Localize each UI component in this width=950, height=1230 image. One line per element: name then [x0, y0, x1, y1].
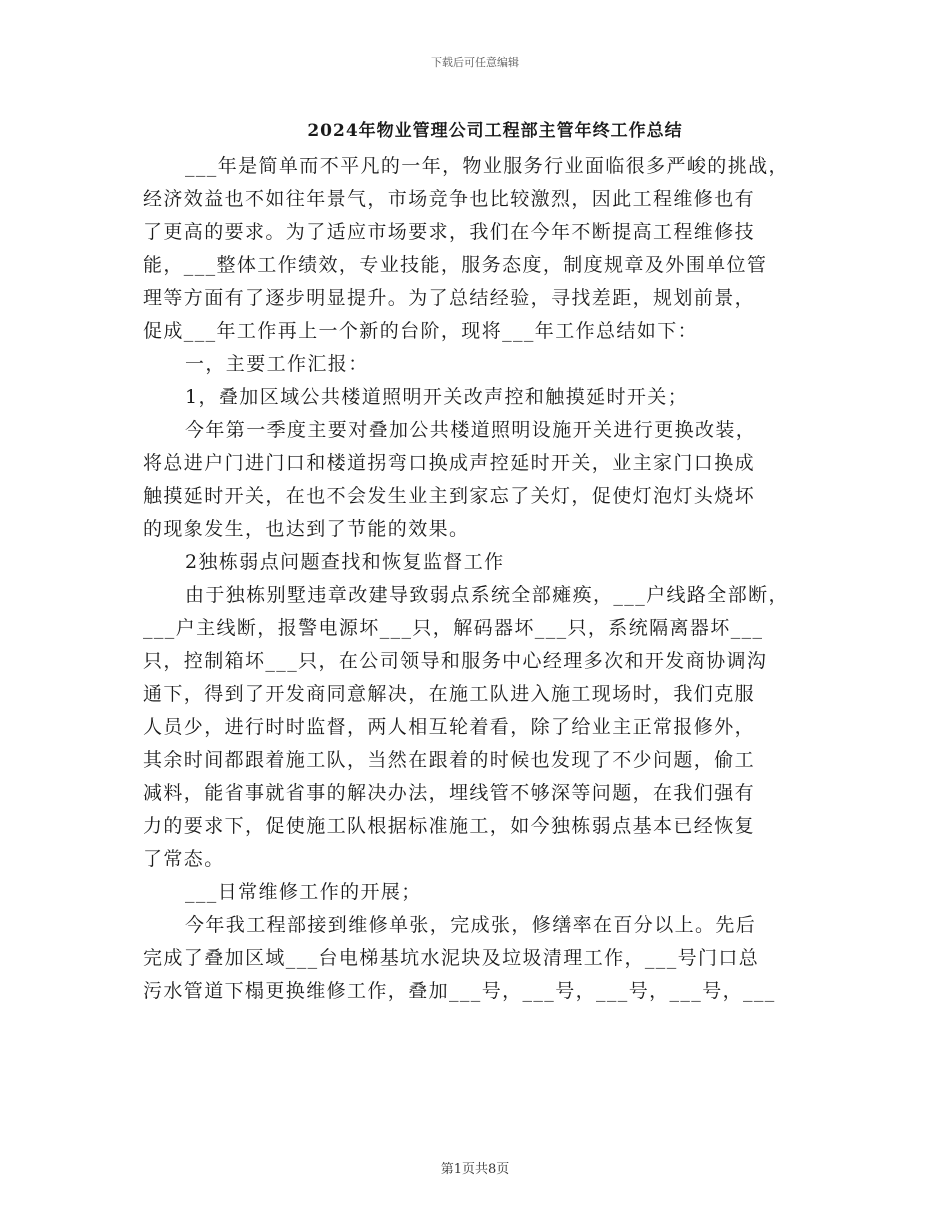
page-footer: 第1页共8页	[440, 1162, 510, 1177]
text-line: 一，主要工作汇报：	[185, 353, 369, 375]
document-title: 2024年物业管理公司工程部主管年终工作总结	[307, 121, 683, 141]
text-line: ___年是简单而不平凡的一年，物业服务行业面临很多严峻的挑战，	[185, 155, 789, 177]
text-line: 的现象发生，也达到了节能的效果。	[143, 518, 470, 540]
text-line: 触摸延时开关，在也不会发生业主到家忘了关灯，促使灯泡灯头烧坏	[143, 485, 756, 507]
text-line: 通下，得到了开发商同意解决，在施工队进入施工现场时，我们克服	[143, 683, 756, 705]
header-note: 下载后可任意编辑	[431, 56, 519, 69]
text-line: 促成___年工作再上一个新的台阶，现将___年工作总结如下：	[143, 320, 699, 342]
text-line: 力的要求下，促使施工队根据标准施工，如今独栋弱点基本已经恢复	[143, 815, 756, 837]
text-line: 经济效益也不如往年景气，市场竞争也比较激烈，因此工程维修也有	[143, 188, 756, 210]
text-line: 理等方面有了逐步明显提升。为了总结经验，寻找差距，规划前景，	[143, 287, 756, 309]
text-line: 1，叠加区域公共楼道照明开关改声控和触摸延时开关；	[185, 386, 689, 408]
text-line: 污水管道下榻更换维修工作，叠加___号，___号，___号，___号，___	[143, 980, 776, 1002]
text-line: ___户主线断，报警电源坏___只，解码器坏___只，系统隔离器坏___	[143, 617, 764, 639]
text-line: 今年我工程部接到维修单张，完成张，修缮率在百分以上。先后	[185, 914, 757, 936]
text-line: 人员少，进行时时监督，两人相互轮着看，除了给业主正常报修外，	[143, 716, 756, 738]
text-line: 由于独栋别墅违章改建导致弱点系统全部瘫痪，___户线路全部断，	[185, 584, 789, 606]
text-line: 完成了叠加区域___台电梯基坑水泥块及垃圾清理工作，___号门口总	[143, 947, 760, 969]
text-line: 2独栋弱点问题查找和恢复监督工作	[185, 551, 505, 573]
text-line: 其余时间都跟着施工队，当然在跟着的时候也发现了不少问题，偷工	[143, 749, 756, 771]
text-line: 减料，能省事就省事的解决办法，埋线管不够深等问题，在我们强有	[143, 782, 756, 804]
document-body	[143, 150, 843, 1008]
text-line: 只，控制箱坏___只，在公司领导和服务中心经理多次和开发商协调沟	[143, 650, 768, 672]
text-line: 今年第一季度主要对叠加公共楼道照明设施开关进行更换改装，	[185, 419, 757, 441]
text-line: ___日常维修工作的开展；	[185, 881, 422, 903]
text-line: 了常态。	[143, 848, 225, 870]
text-line: 能，___整体工作绩效，专业技能，服务态度，制度规章及外围单位管	[143, 254, 768, 276]
text-line: 了更高的要求。为了适应市场要求，我们在今年不断提高工程维修技	[143, 221, 756, 243]
text-line: 将总进户门进门口和楼道拐弯口换成声控延时开关，业主家门口换成	[143, 452, 756, 474]
